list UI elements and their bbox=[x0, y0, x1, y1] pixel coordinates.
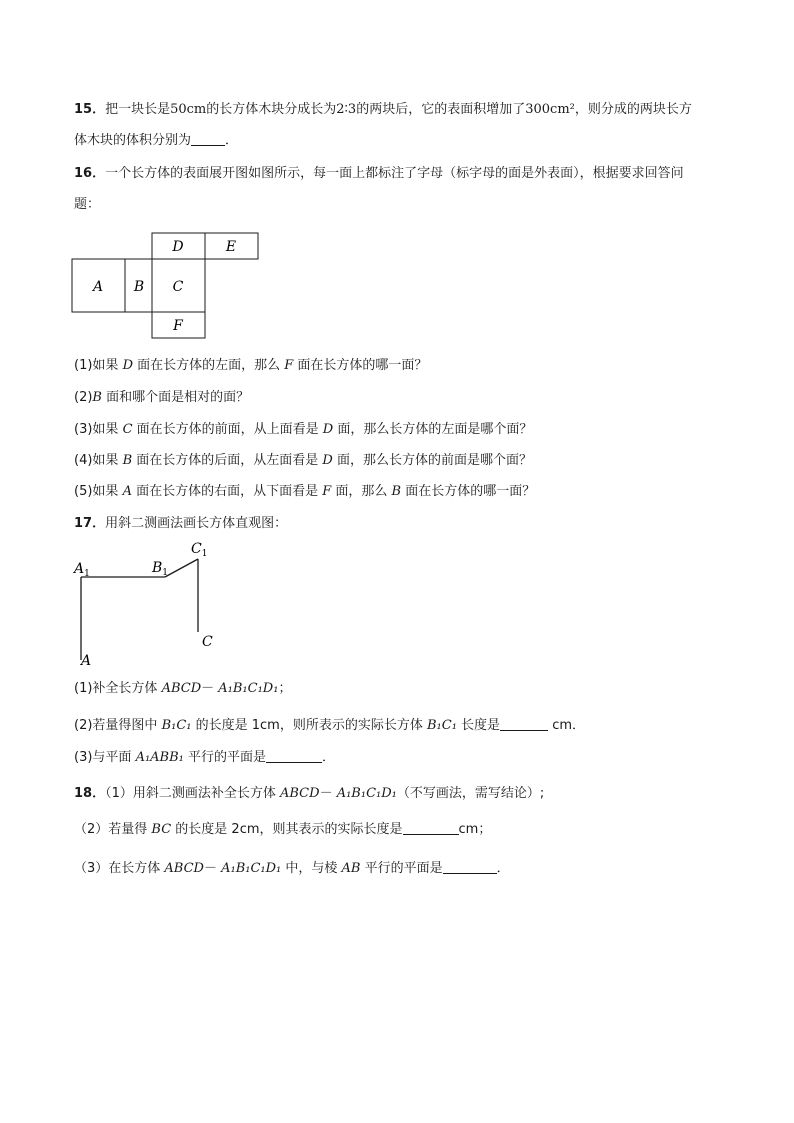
math-expr: ABCD bbox=[164, 861, 204, 876]
q18-sub3-text: 平行的平面是 bbox=[360, 861, 443, 876]
q18-sub3 bbox=[74, 860, 510, 878]
q16-sub2-text: 面和哪个面是相对的面？ bbox=[101, 390, 250, 405]
point-label-a: A bbox=[81, 653, 92, 669]
math-expr: A₁B₁C₁D₁ bbox=[221, 861, 282, 876]
q16-sub3-text: (3)如果 bbox=[74, 422, 123, 437]
q17-sub2-text: cm． bbox=[548, 718, 586, 733]
q16-sub4-text: 面，那么长方体的前面是哪个面？ bbox=[332, 453, 532, 468]
q18-sub1-text: － bbox=[319, 786, 337, 801]
q18-sub3-text: （3）在长方体 bbox=[74, 861, 165, 876]
q16-line1 bbox=[74, 165, 684, 183]
math-expr: BC bbox=[151, 822, 172, 837]
q16-sub5-text: 面，那么 bbox=[331, 484, 392, 499]
math-expr: ABCD bbox=[161, 681, 202, 696]
q16-sub1-text: (1)如果 bbox=[74, 358, 123, 373]
point-label-a1: $A_1$ bbox=[74, 561, 90, 579]
q18-sub3-text: ． bbox=[496, 861, 510, 876]
q17-sub3-text: 平行的平面是 bbox=[183, 750, 267, 765]
q17-sub3 bbox=[74, 749, 335, 767]
q16-line2 bbox=[74, 196, 100, 214]
net-label-d: D bbox=[172, 239, 184, 255]
q17-sub1-text: (1)补全长方体 bbox=[74, 681, 162, 696]
q15-answer-blank[interactable] bbox=[191, 132, 225, 146]
net-label-c: C bbox=[172, 279, 184, 295]
q17-sub2-text: 的长度是 1cm，则所表示的实际长方体 bbox=[191, 718, 427, 733]
q18-sub3-text: － bbox=[203, 861, 222, 876]
q15-area: 300cm² bbox=[525, 102, 575, 117]
q16-sub1 bbox=[74, 357, 427, 375]
q17-title bbox=[74, 515, 287, 533]
q17-sub1 bbox=[74, 680, 291, 698]
q17-sub2-answer-blank[interactable] bbox=[500, 717, 548, 731]
q17-sub2-text: 长度是 bbox=[456, 718, 501, 733]
q16-sub5 bbox=[74, 483, 535, 501]
face-letter: B bbox=[391, 484, 402, 499]
edge-b1-c1 bbox=[165, 559, 198, 577]
point-label-b1: $B_1$ bbox=[152, 560, 169, 578]
q15-text: 的两块后，它的表面积增加了 bbox=[356, 102, 526, 117]
cuboid-net-figure bbox=[70, 230, 264, 342]
q16-sub4-text: 面在长方体的后面，从左面看是 bbox=[132, 453, 323, 468]
face-letter: F bbox=[322, 484, 332, 499]
q18-sub1-text: （不写画法，需写结论）; bbox=[396, 786, 545, 801]
q17-sub1-text: ； bbox=[278, 681, 292, 696]
q18-sub1 bbox=[74, 785, 544, 803]
q18-sub2 bbox=[74, 821, 491, 839]
face-letter: D bbox=[322, 422, 334, 437]
point-label-c: C bbox=[202, 634, 213, 650]
q17-number: 17． bbox=[74, 516, 106, 531]
q17-sub2-text: (2)若量得图中 bbox=[74, 718, 162, 733]
q15-text: ，则分成的两块长方 bbox=[574, 102, 692, 117]
q15-text: 把一块长是 bbox=[105, 102, 171, 117]
math-expr: A₁ABB₁ bbox=[135, 750, 184, 765]
q16-sub2-text: (2) bbox=[74, 390, 93, 405]
q16-sub5-text: 面在长方体的哪一面？ bbox=[401, 484, 536, 499]
q15-text: 体木块的体积分别为 bbox=[74, 133, 192, 148]
q15-line1 bbox=[74, 101, 692, 119]
q16-text: 题： bbox=[74, 197, 101, 212]
q16-sub4 bbox=[74, 452, 532, 470]
q15-text: ． bbox=[225, 133, 239, 148]
q17-sub2 bbox=[74, 717, 585, 735]
q17-text: 用斜二测画法画长方体直观图： bbox=[105, 516, 288, 531]
q16-sub4-text: (4)如果 bbox=[74, 453, 123, 468]
q16-sub5-text: (5)如果 bbox=[74, 484, 123, 499]
face-letter: C bbox=[122, 422, 133, 437]
q16-sub2 bbox=[74, 389, 249, 407]
math-expr: A₁B₁C₁D₁ bbox=[218, 681, 279, 696]
net-label-a: A bbox=[92, 279, 104, 295]
math-expr: A₁B₁C₁D₁ bbox=[336, 786, 397, 801]
math-expr: B₁C₁ bbox=[161, 718, 192, 733]
q18-sub3-answer-blank[interactable] bbox=[443, 860, 497, 874]
q17-sub3-answer-blank[interactable] bbox=[266, 749, 322, 763]
q15-ratio: 2∶3 bbox=[336, 102, 357, 117]
q18-sub2-text: （2）若量得 bbox=[74, 822, 152, 837]
face-letter: B bbox=[92, 390, 102, 405]
math-expr: ABCD bbox=[280, 786, 320, 801]
q15-number: 15． bbox=[74, 102, 106, 117]
q18-sub2-text: 的长度是 2cm，则其表示的实际长度是 bbox=[171, 822, 403, 837]
net-label-f: F bbox=[173, 318, 183, 334]
q16-sub1-text: 面在长方体的哪一面？ bbox=[293, 358, 428, 373]
q18-sub2-text: cm； bbox=[458, 822, 492, 837]
net-label-b: B bbox=[133, 279, 145, 295]
q15-line2 bbox=[74, 132, 238, 150]
q18-sub3-text: 中，与棱 bbox=[281, 861, 342, 876]
q18-sub1-text: （1）用斜二测画法补全长方体 bbox=[105, 786, 280, 801]
q17-sub1-text: － bbox=[201, 681, 219, 696]
q16-text: 一个长方体的表面展开图如图所示，每一面上都标注了字母（标字母的面是外表面），根据要求回答问 bbox=[105, 166, 684, 181]
q16-sub3 bbox=[74, 421, 532, 439]
q17-sub3-text: (3)与平面 bbox=[74, 750, 136, 765]
q16-sub1-text: 面在长方体的左面，那么 bbox=[133, 358, 285, 373]
math-expr: B₁C₁ bbox=[426, 718, 457, 733]
face-letter: F bbox=[284, 358, 294, 373]
point-label-c1: $C_1$ bbox=[191, 541, 208, 559]
q16-sub3-text: 面在长方体的前面，从上面看是 bbox=[132, 422, 323, 437]
net-label-e: E bbox=[225, 239, 237, 255]
q16-number: 16． bbox=[74, 166, 106, 181]
q16-sub3-text: 面，那么长方体的左面是哪个面？ bbox=[333, 422, 533, 437]
face-letter: D bbox=[322, 453, 333, 468]
q18-number: 18． bbox=[74, 786, 106, 801]
face-letter: B bbox=[122, 453, 133, 468]
q15-text: 的长方体木块分成长为 bbox=[206, 102, 337, 117]
face-letter: D bbox=[122, 358, 133, 373]
math-expr: AB bbox=[341, 861, 361, 876]
face-letter: A bbox=[122, 484, 132, 499]
q17-sub3-text: ． bbox=[322, 750, 336, 765]
q18-sub2-answer-blank[interactable] bbox=[403, 821, 459, 835]
q16-sub5-text: 面在长方体的右面，从下面看是 bbox=[131, 484, 323, 499]
q15-length: 50cm bbox=[170, 102, 207, 117]
oblique-drawing-figure bbox=[70, 535, 230, 670]
